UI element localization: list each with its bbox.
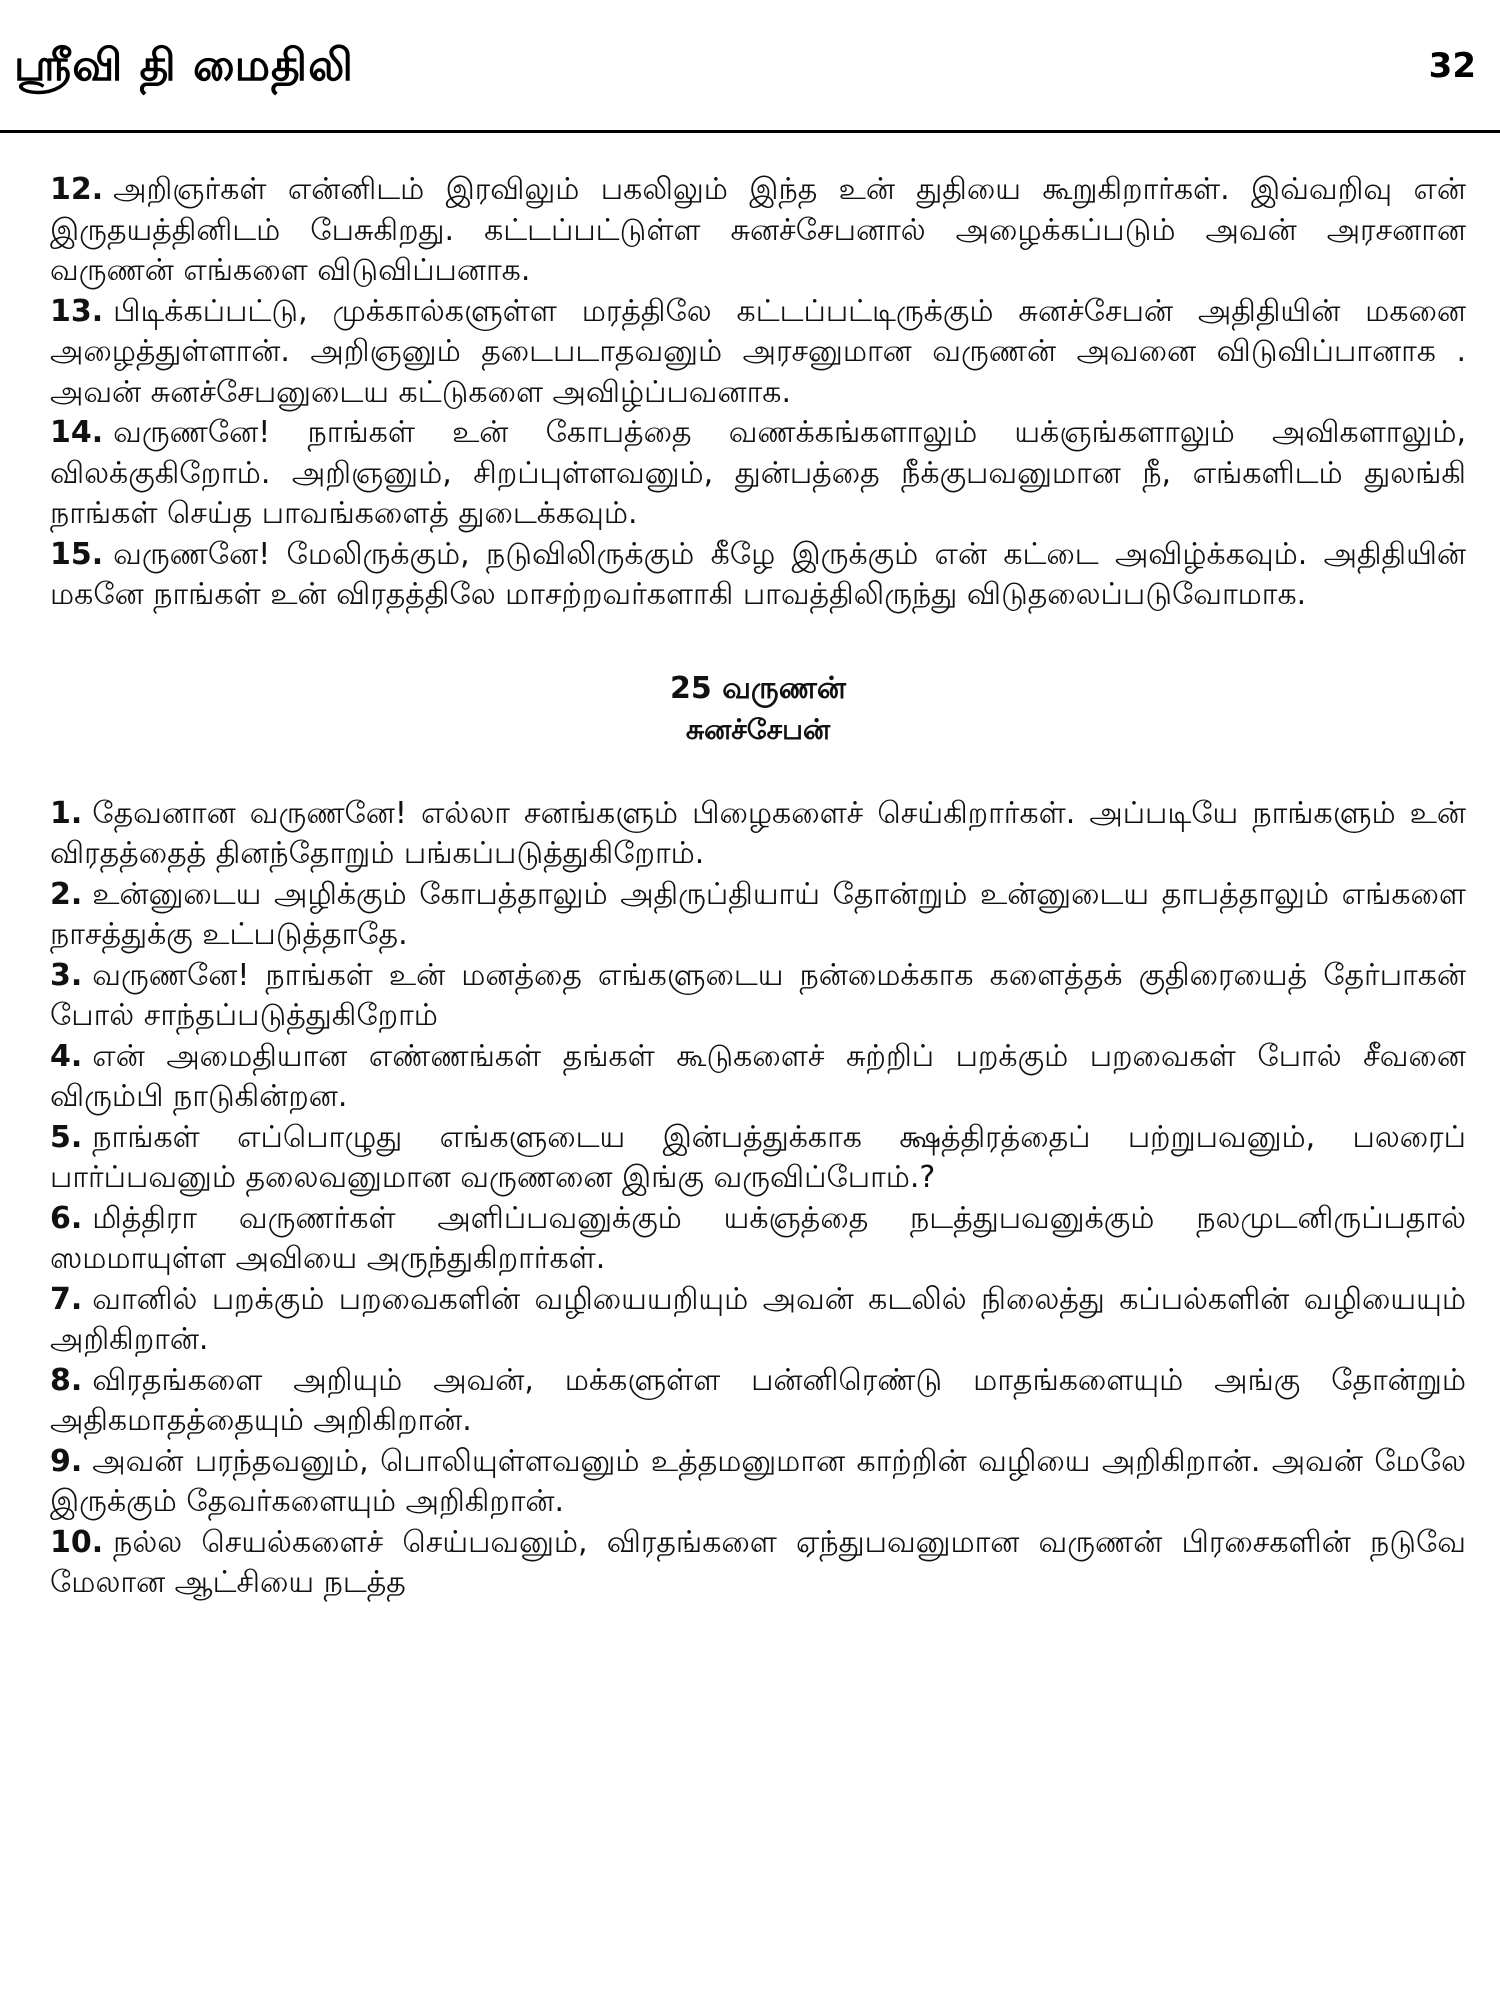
- verse-text: வருணனே! மேலிருக்கும், நடுவிலிருக்கும் கீழே இருக்கும் என் கட்டை அவிழ்க்கவும். அதிதியின் மகனே நாங்கள் உன் விரதத்திலே மாசற்றவர்களாகி பாவத்திலிருந்து விடுதலைப்படுவோமாக.: [50, 536, 1466, 612]
- verse-text: விரதங்களை அறியும் அவன், மக்களுள்ள பன்னிரெண்டு மாதங்களையும் அங்கு தோன்றும் அதிகமாதத்தையும் அறிகிறான்.: [50, 1362, 1466, 1438]
- verse-number: 4.: [50, 1038, 83, 1074]
- verse-text: என் அமைதியான எண்ணங்கள் தங்கள் கூடுகளைச் சுற்றிப் பறக்கும் பறவைகள் போல் சீவனை விரும்பி நாடுகின்றன.: [50, 1038, 1466, 1114]
- verse-text: மித்திரா வருணர்கள் அளிப்பவனுக்கும் யக்ஞத்தை நடத்துபவனுக்கும் நலமுடனிருப்பதால் ஸமமாயுள்ள அவியை அருந்துகிறார்கள்.: [50, 1200, 1466, 1276]
- verse-number: 5.: [50, 1119, 83, 1155]
- page-header: [0, 0, 1500, 132]
- verse-12: [50, 170, 1466, 292]
- verse-9: [50, 1442, 1466, 1523]
- verse-5: [50, 1118, 1466, 1199]
- verse-text: உன்னுடைய அழிக்கும் கோபத்தாலும் அதிருப்தியாய் தோன்றும் உன்னுடைய தாபத்தாலும் எங்களை நாசத்துக்கு உட்படுத்தாதே.: [50, 876, 1466, 952]
- verse-text: நல்ல செயல்களைச் செய்பவனும், விரதங்களை ஏந்துபவனுமான வருணன் பிரசைகளின் நடுவே மேலான ஆட்சியை நடத்த: [50, 1524, 1466, 1600]
- verse-8: [50, 1361, 1466, 1442]
- verse-15: [50, 535, 1466, 616]
- verse-text: நாங்கள் எப்பொழுது எங்களுடைய இன்பத்துக்காக க்ஷத்திரத்தைப் பற்றுபவனும், பலரைப் பார்ப்பவனும் தலைவனுமான வருணனை இங்கு வருவிப்போம்.?: [50, 1119, 1466, 1195]
- verse-text: பிடிக்கப்பட்டு, முக்கால்களுள்ள மரத்திலே கட்டப்பட்டிருக்கும் சுனச்சேபன் அதிதியின் மகனை அழைத்துள்ளான். அறிஞனும் தடைபடாதவனும் அரசனுமான வருணன் அவனை விடுவிப்பானாக . அவன் சுனச்சேபனுடைய கட்டுகளை அவிழ்ப்பவனாக.: [50, 293, 1466, 410]
- section-subtitle: சுனச்சேபன்: [685, 712, 831, 746]
- verse-number: 10.: [50, 1524, 104, 1560]
- verse-text: வருணனே! நாங்கள் உன் கோபத்தை வணக்கங்களாலும் யக்ஞங்களாலும் அவிகளாலும், விலக்குகிறோம். அறிஞனும், சிறப்புள்ளவனும், துன்பத்தை நீக்குபவனுமான நீ, எங்களிடம் துலங்கி நாங்கள் செய்த பாவங்களைத் துடைக்கவும்.: [50, 415, 1466, 531]
- verse-text: வருணனே! நாங்கள் உன் மனத்தை எங்களுடைய நன்மைக்காக களைத்தக் குதிரையைத் தேர்பாகன் போல் சாந்தப்படுத்துகிறோம்: [50, 957, 1466, 1033]
- verse-13: [50, 292, 1466, 414]
- verse-number: 1.: [50, 795, 83, 831]
- verse-text: தேவனான வருணனே! எல்லா சனங்களும் பிழைகளைச் செய்கிறார்கள். அப்படியே நாங்களும் உன் விரதத்தைத் தினந்தோறும் பங்கப்படுத்துகிறோம்.: [50, 795, 1466, 871]
- verse-3: [50, 956, 1466, 1037]
- verse-number: 12.: [50, 172, 104, 207]
- verse-number: 3.: [50, 957, 83, 993]
- verse-1: [50, 794, 1466, 875]
- verse-text: அவன் பரந்தவனும், பொலியுள்ளவனும் உத்தமனுமான காற்றின் வழியை அறிகிறான். அவன் மேலே இருக்கும் தேவர்களையும் அறிகிறான்.: [50, 1443, 1466, 1519]
- verse-list-top: [50, 170, 1466, 616]
- verse-number: 6.: [50, 1200, 83, 1236]
- verse-number: 13.: [50, 293, 104, 329]
- verse-14: [50, 413, 1466, 535]
- verse-number: 14.: [50, 415, 104, 450]
- verse-number: 2.: [50, 876, 83, 912]
- verse-7: [50, 1280, 1466, 1361]
- verse-number: 9.: [50, 1443, 83, 1479]
- verse-10: [50, 1523, 1466, 1604]
- page-number: 32: [1428, 46, 1476, 86]
- verse-text: அறிஞர்கள் என்னிடம் இரவிலும் பகலிலும் இந்த உன் துதியை கூறுகிறார்கள். இவ்வறிவு என் இருதயத்தினிடம் பேசுகிறது. கட்டப்பட்டுள்ள சுனச்சேபனால் அழைக்கப்படும் அவன் அரசனான வருணன் எங்களை விடுவிப்பனாக.: [50, 172, 1466, 288]
- verse-6: [50, 1199, 1466, 1280]
- verse-2: [50, 875, 1466, 956]
- verse-4: [50, 1037, 1466, 1118]
- verse-number: 8.: [50, 1362, 83, 1398]
- page-body: [50, 170, 1466, 1604]
- verse-text: வானில் பறக்கும் பறவைகளின் வழியையறியும் அவன் கடலில் நிலைத்து கப்பல்களின் வழியையும் அறிகிறான்.: [50, 1281, 1466, 1357]
- verse-number: 15.: [50, 536, 104, 572]
- running-title: ஸ்ரீவி தி மைதிலி: [14, 40, 354, 91]
- verse-list-bottom: [50, 794, 1466, 1604]
- header-rule: [0, 130, 1500, 133]
- section-title: 25 வருணன்: [670, 670, 846, 706]
- verse-number: 7.: [50, 1281, 83, 1317]
- section-heading: [50, 668, 1466, 750]
